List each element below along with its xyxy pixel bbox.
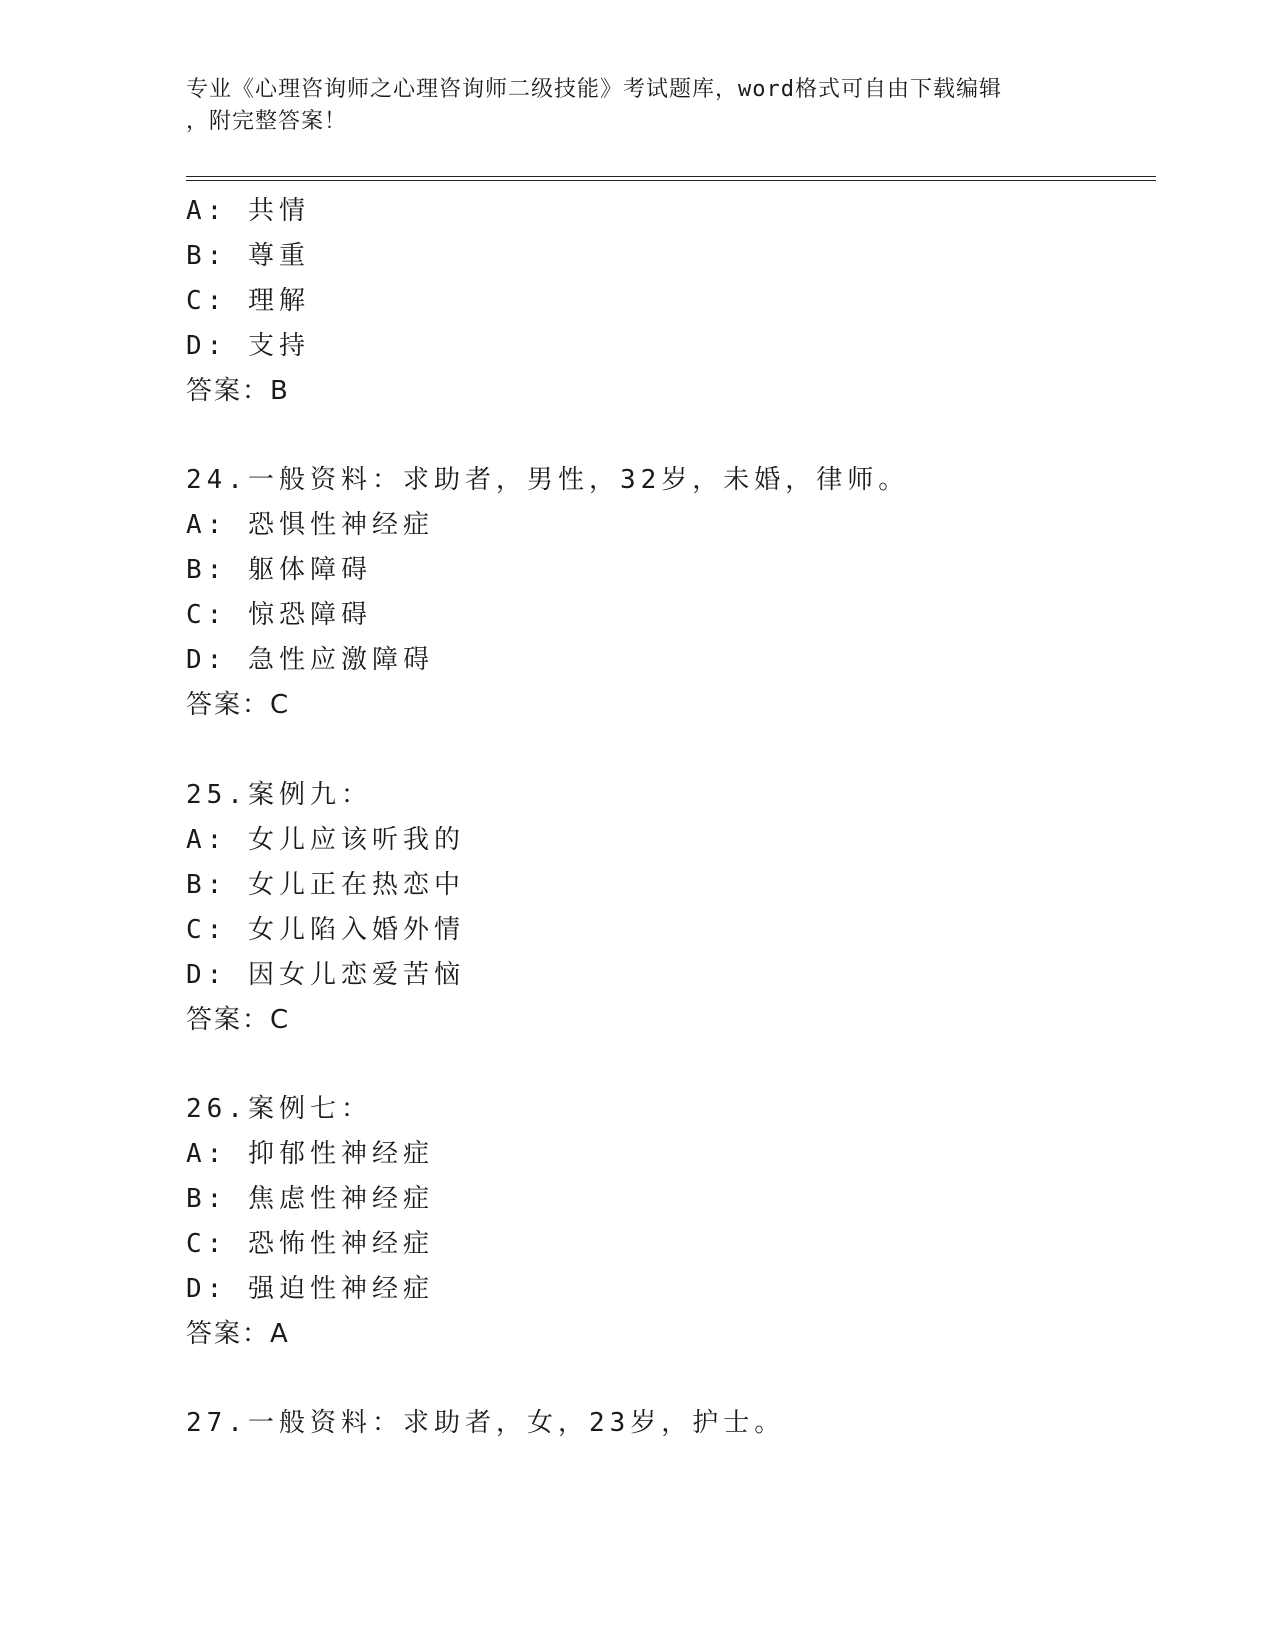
q25-option-a: A: 女儿应该听我的: [186, 825, 465, 855]
q27-stem: 27.一般资料：求助者，女，23岁，护士。: [186, 1408, 786, 1438]
q25-stem: 25.案例九：: [186, 780, 372, 810]
q26-answer: 答案：A: [186, 1319, 290, 1349]
q25-option-d: D: 因女儿恋爱苦恼: [186, 960, 465, 990]
header-rule-top: [186, 176, 1156, 177]
document-header-line-2: ，附完整答案！: [186, 109, 348, 134]
q24-stem: 24.一般资料：求助者，男性，32岁，未婚，律师。: [186, 465, 910, 495]
header-rule-bottom: [186, 180, 1156, 181]
q26-stem: 26.案例七：: [186, 1094, 372, 1124]
q26-option-a: A: 抑郁性神经症: [186, 1139, 434, 1169]
q24-option-c: C: 惊恐障碍: [186, 600, 372, 630]
q25-option-b: B: 女儿正在热恋中: [186, 870, 465, 900]
q26-option-b: B: 焦虑性神经症: [186, 1184, 434, 1214]
q24-option-d: D: 急性应激障碍: [186, 645, 434, 675]
q26-option-d: D: 强迫性神经症: [186, 1274, 434, 1304]
q23-option-d: D: 支持: [186, 331, 310, 361]
q25-option-c: C: 女儿陷入婚外情: [186, 915, 465, 945]
q24-option-a: A: 恐惧性神经症: [186, 510, 434, 540]
q25-answer: 答案：C: [186, 1005, 291, 1035]
q23-answer: 答案：B: [186, 376, 290, 406]
document-header-line-1: 专业《心理咨询师之心理咨询师二级技能》考试题库，word格式可自由下载编辑: [186, 77, 1002, 102]
q23-option-c: C: 理解: [186, 286, 310, 316]
q24-answer: 答案：C: [186, 690, 291, 720]
q24-option-b: B: 躯体障碍: [186, 555, 372, 585]
q23-option-a: A: 共情: [186, 196, 310, 226]
q23-option-b: B: 尊重: [186, 241, 310, 271]
q26-option-c: C: 恐怖性神经症: [186, 1229, 434, 1259]
